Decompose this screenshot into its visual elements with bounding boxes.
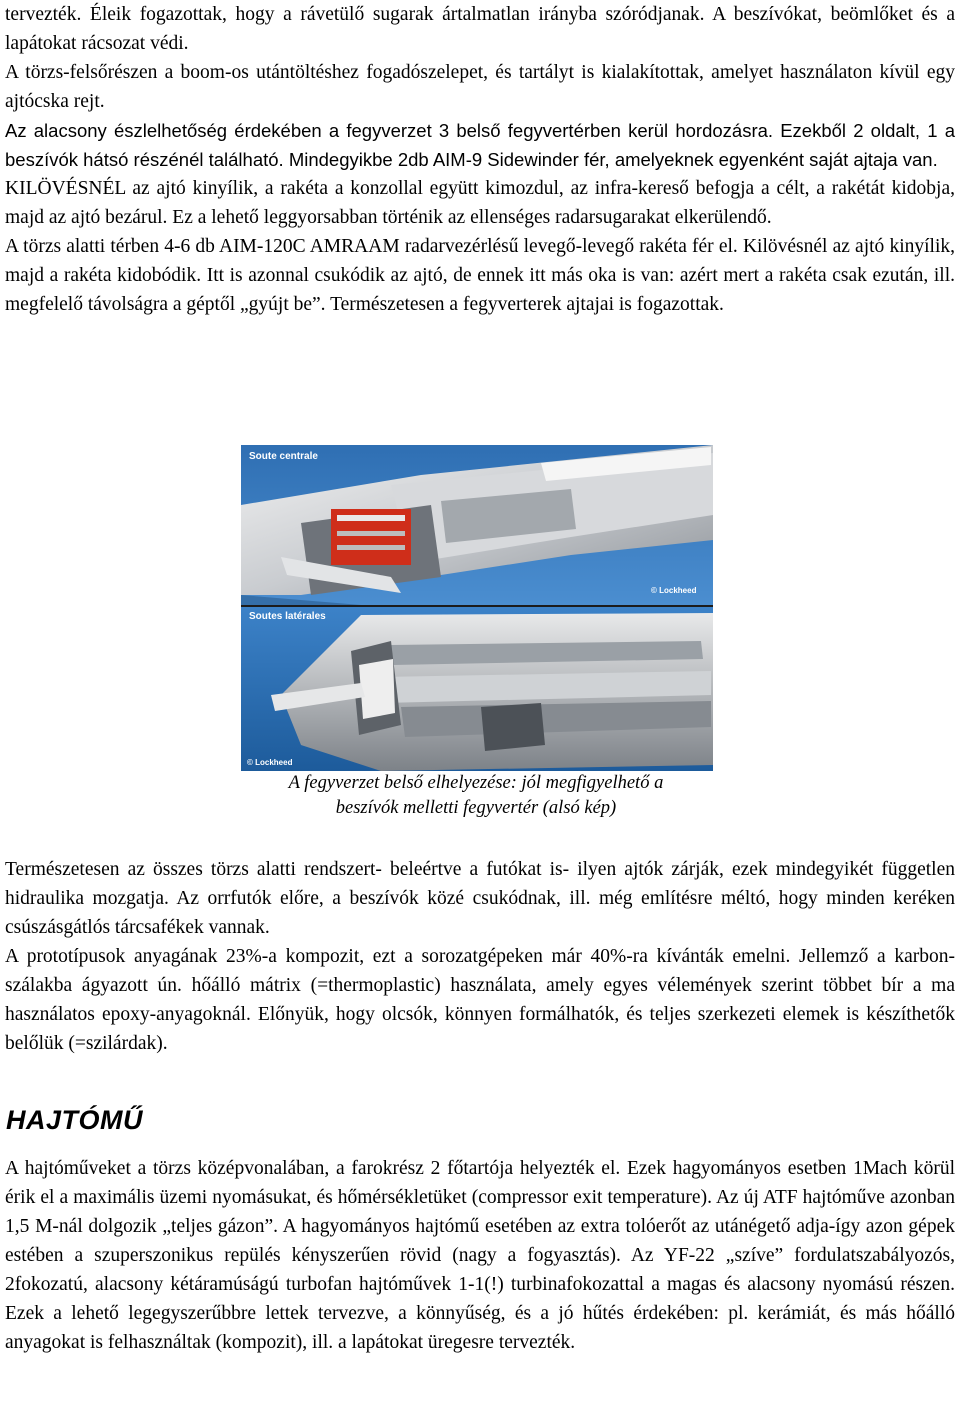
- paragraph: A hajtóműveket a törzs középvonalában, a farokrész 2 főtartója helyezték el. Ezek hagyományos esetben 1Mach körül érik el a maximális üzemi nyomásukat, és hőmérsékletüket (compressor exit temperature). Az új ATF hajtóműve azonban 1,5 M-nál dolgozik „teljes gázon”. A hagyományos hajtómű esetében az extra tolóerőt az utánégető adja-így azon gépek estében a szuperszonikus repülés kényszerűen rövid (nagy a fogyasztás). Az YF-22 „szíve” fordulatszabályozós, 2fokozatú, alacsony kétáramúságú turbofan hajtóművek 1-1(!) turbinafokozattal a magas és alacsony nyomású részen. Ezek a lehető legegyszerűbbre lettek tervezve, a könnyűség, és a jó hűtés érdekében: pl. kerámiát, és más hőálló anyagokat is felhasználtak (kompozit), ill. a lapátokat üregesre tervezték.: [5, 1158, 955, 1353]
- paragraph: Természetesen az összes törzs alatti rendszert- beleértve a futókat is- ilyen ajtók zárják, ezek mindegyikét független hidraulika mozgatja. Az orrfutók előre, a beszívók közé csukódnak, ill. még említésre méltó, hogy minden keréken csúszásgátlós tárcsafékek vannak.: [5, 859, 955, 938]
- middle-paragraphs: [5, 855, 955, 1058]
- upper-photo: [241, 445, 713, 605]
- section-heading: HAJTÓMŰ: [6, 1105, 143, 1135]
- paragraph: A törzs-felsőrészen a boom-os utántöltéshez fogadószelepet, és tartályt is kialakítottak, amelyet használaton kívül egy ajtócska rejt.: [5, 62, 955, 112]
- lower-photo: [241, 607, 713, 771]
- weapons-bay-illustration: [241, 445, 713, 771]
- top-paragraphs: [5, 0, 955, 319]
- label-central-bay: Soute centrale: [249, 451, 318, 462]
- section-body: [5, 1154, 955, 1357]
- label-side-bays: Soutes latérales: [249, 611, 326, 622]
- figure-caption: [240, 771, 712, 821]
- caption-line: beszívók melletti fegyvertér (alsó kép): [335, 798, 617, 818]
- paragraph: A prototípusok anyagának 23%-a kompozit, ezt a sorozatgépeken már 40%-ra kívánták emelni. Jellemző a karbon-szálakba ágyazott ún. hőálló mátrix (=thermoplastic) használata, amely egyes vélemények szerint többet bír a ma használatos epoxy-anyagoknál. Előnyük, hogy olcsók, könnyen formálhatók, és teljes szerkezeti elemek is készíthetők belőlük (=szilárdak).: [5, 946, 955, 1054]
- paragraph: tervezték. Éleik fogazottak, hogy a rávetülő sugarak ártalmatlan irányba szóródjanak. A beszívókat, beömlőket és a lapátokat rácsozat védi.: [5, 4, 955, 54]
- credit-top: © Lockheed: [651, 586, 697, 595]
- weapons-bay-photo: [241, 445, 713, 771]
- credit-bottom: © Lockheed: [247, 758, 293, 767]
- caption-line: A fegyverzet belső elhelyezése: jól megfigyelhető a: [288, 773, 664, 793]
- paragraph: KILÖVÉSNÉL az ajtó kinyílik, a rakéta a konzollal együtt kimozdul, az infra-kereső befogja a célt, a rakétát kidobja, majd az ajtó bezárul. Ez a lehető leggyorsabban történik az ellenséges radarsugarakat elkerülendő.: [5, 178, 955, 228]
- paragraph: A törzs alatti térben 4-6 db AIM-120C AMRAAM radarvezérlésű levegő-levegő rakéta fér el. Kilövésnél az ajtó kinyílik, majd a rakéta kidobódik. Itt is azonnal csukódik az ajtó, de ennek itt más oka is van: azért mert a rakéta csak ezután, ill. megfelelő távolságra a géptől „gyújt be”. Természetesen a fegyverterek ajtajai is fogazottak.: [5, 236, 955, 315]
- paragraph: Az alacsony észlelhetőség érdekében a fegyverzet 3 belső fegyvertérben kerül hordozásra. Ezekből 2 oldalt, 1 a beszívók hátsó részénél található. Mindegyikbe 2db AIM-9 Sidewinder fér, amelyeknek egyenként saját ajtaja van.: [5, 120, 955, 170]
